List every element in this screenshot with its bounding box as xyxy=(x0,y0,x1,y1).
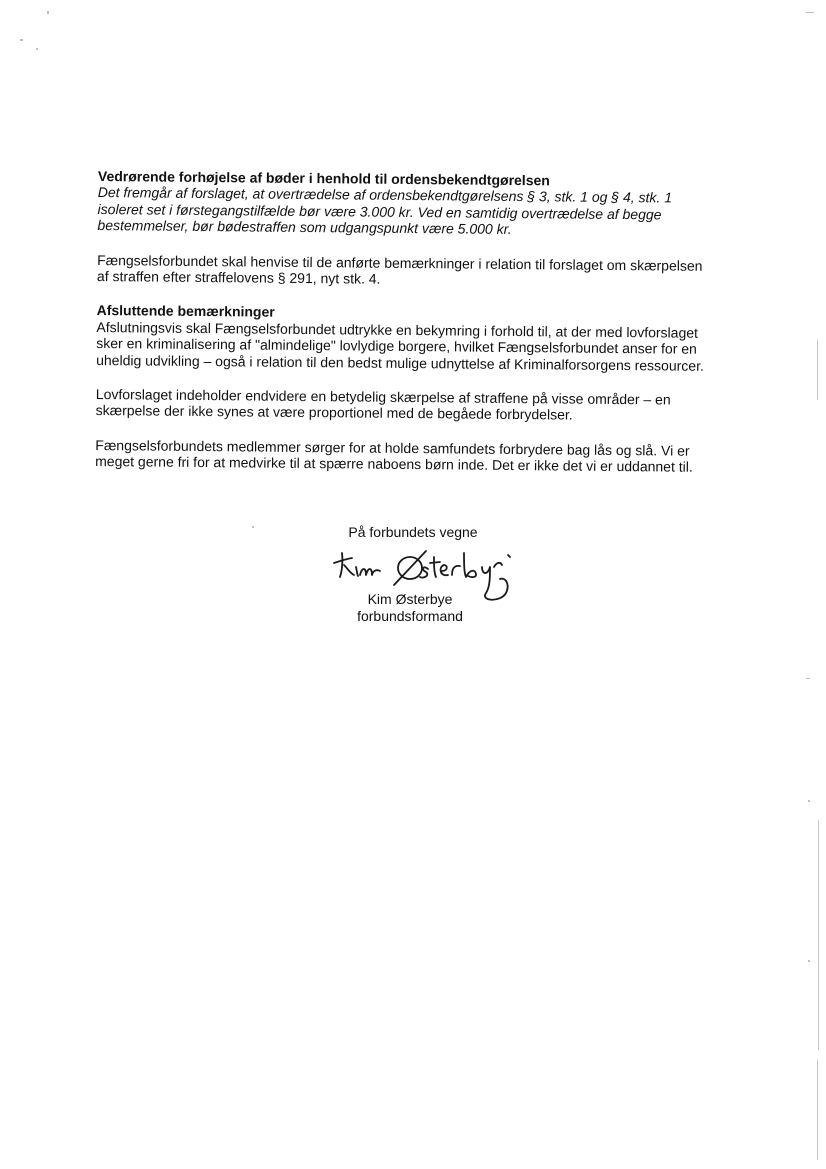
scan-speck xyxy=(20,39,23,41)
signer-name: Kim Østerbye xyxy=(367,591,453,607)
scan-speck xyxy=(47,11,49,14)
letter-body xyxy=(95,168,738,494)
scan-speck xyxy=(252,526,254,528)
scan-edge-line xyxy=(817,1060,818,1160)
signer-block xyxy=(330,591,490,625)
scan-speck xyxy=(808,800,810,802)
body-line: skærpelse der ikke synes at være proportionel med de begåede forbrydelser. xyxy=(95,402,573,424)
body-line: uheldig udvikling – også i relation til den bedst mulige udnyttelse af Kriminalforsorgens ressourcer. xyxy=(96,351,704,374)
closing-salutation: På forbundets vegne xyxy=(348,524,478,540)
body-line: Fængselsforbundets medlemmer sørger for at holde samfundets forbrydere bag lås og slå. Vi er xyxy=(95,436,690,459)
scan-speck xyxy=(808,960,810,962)
section-closing-remarks xyxy=(96,302,737,374)
section-fines xyxy=(97,168,738,240)
body-line: af straffen efter straffelovens § 291, nyt stk. 4. xyxy=(96,268,381,287)
body-line: bestemmelser, bør bødestraffen som udgangspunkt være 5.000 kr. xyxy=(97,217,512,238)
scan-speck xyxy=(36,48,38,50)
body-line: Det fremgår af forslaget, at overtrædelse af ordensbekendtgørelsens § 3, stk. 1 og § 4, stk. 1 xyxy=(97,184,673,206)
signer-title: forbundsformand xyxy=(357,608,463,624)
section-body xyxy=(97,184,737,239)
scan-edge-line xyxy=(818,820,819,1050)
paragraph-members xyxy=(95,437,735,476)
body-line: isoleret set i førstegangstilfælde bør være 3.000 kr. Ved en samtidig overtrædelse af begge xyxy=(97,200,662,223)
body-line: Lovforslaget indeholder endvidere en betydelig skærpelse af straffene på visse områder – en xyxy=(95,386,671,408)
scan-speck xyxy=(806,678,810,679)
body-line: meget gerne fri for at medvirke til at spærre naboens børn inde. Det er ikke det vi er uddannet til. xyxy=(95,453,693,476)
body-line: Afslutningsvis skal Fængselsforbundet udtrykke en bekymring i forhold til, at der med lovforslaget xyxy=(96,318,699,341)
scan-speck xyxy=(806,12,814,13)
body-line: sker en kriminalisering af "almindelige" lovlydige borgere, hvilket Fængselsforbundet anser for en xyxy=(96,335,697,358)
paragraph-reference xyxy=(97,252,737,291)
section-heading: Afsluttende bemærkninger xyxy=(96,302,275,321)
section-heading: Vedrørende forhøjelse af bøder i henhold til ordensbekendtgørelsen xyxy=(97,168,550,189)
body-line: Fængselsforbundet skal henvise til de anførte bemærkninger i relation til forslaget om skærpelsen xyxy=(97,251,703,274)
scan-edge-line xyxy=(817,340,818,400)
paragraph-penalties xyxy=(96,386,736,425)
